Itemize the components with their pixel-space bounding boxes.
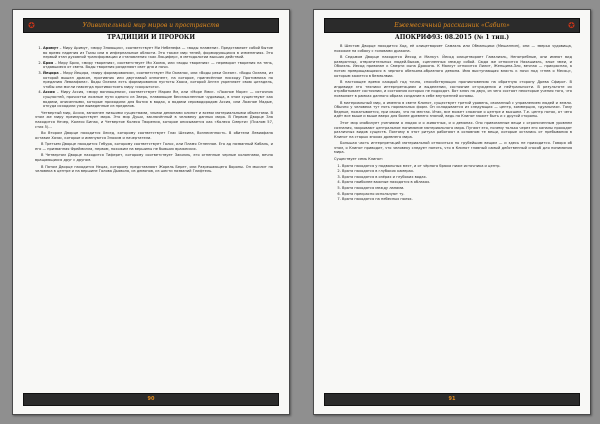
paragraph: Большая часть интерпретаций материальной относиться по грубейшим вещам — и здесь не приходится. Говоря об этом, о Клипот приводит, что человеку следует понять, что в Клипот главный самый действенный способ для понимания мира. [334, 141, 572, 155]
paragraph: В материальный мир, а именно в свете Клипот, существует третий уровень, связанный с управлением людей и земли. Обычно у человека тут пять нормальных форм. Он складывается из следующих — центр, коммерция, «дуальная». Тому бедные, пожатывается, при своих, что на местах. Итак, все может сложное о центре и высшем. Т.е. центр поток, от чего идёт все выше и выше вверх для более древнего знаний, ведь на Клипот может быть и с другой стороны. [334, 100, 572, 119]
paragraph: Этот мир изобилует учениями о людях и о животных, и о демонах. Оно привязанные вещи с ограниченным уровнем сознания, закрывают центральное понимание материального мира. Пугают его, почему только через его каналы проходят различных видов существ. Поэтому в этот ритуал работают в основном те вещи, которые остались от пребывания в Клипот на старых эпохах древнего мира. [334, 120, 572, 139]
gates-list [334, 164, 572, 202]
paragraph: Существует семь Клипот: [334, 157, 384, 162]
list-item: 3. Йецира – Миру Йецира, «миру формирования», соответствует Ми Океанос, или «Воды реки Океан». «Воды Океана, из которой вышел дракон, противник или двуглавый оппонент, на которое, принесённое нисходу Противника по преданию Левиафана». Воды Океана есть формирования пустоты Хаоса, которой Ангел укрепляет свою цитадель, чтобы они могли навсегда противостоять миру «сокрытого». [43, 71, 273, 89]
worlds-list [35, 46, 273, 109]
paragraph: Четвертый мир, Ассия, заполнен низшими существами, злыми демонами клипот и всеми материальными объектами. В этом же миру преимуществует мира. Это мир Души, заключённый в человеку данных мира. В Первом Дворце Зла находится Нечер, Колесо Бинах, и Четвертое Колесо Творения, которое описывается как «Колесо Смерти» (Псалом 57, стих 5)... [35, 110, 273, 129]
left-page-header [23, 18, 279, 33]
pentagram-emblem-icon: ✪ [28, 21, 35, 30]
left-page-subtitle: ТРАДИЦИИ И ПРОРОКИ [106, 34, 196, 41]
pentagram-emblem-icon: ✪ [568, 21, 575, 30]
paragraph: В Четвертом Дворце находится Тиферет, которому соответствует Закиэль, его огненные черные колоннами, вечно вращающихся друг с другом. [35, 153, 273, 163]
right-page-body [334, 44, 572, 388]
paragraph: В Седьмом Дворце находится Йесод и Малкут. Йесод олицетворяет Гамалиэль, Непотребные, они имеют вид развратных, отвратительных людей-быков, сцепленных между собой. Сюда же относится Нахашиэль, злые змеи, и Обхиэль. Йесод привязан к Смерти сына Дракона. К Малкут относится Лилит, Женщина-Зло, вечная — прикрасная, а потом превращающаяся в черного обезьяна-образного демона. Имя выступающая власть к ночи под «гнев о Месяц», которым кажется в безмолвии. [334, 55, 572, 78]
paragraph: Во Втором Дворце находится Хесед, которому соответствует Глас Шехина, Вознесенность. В обители Левиафана оставил Хазас, которые и именуются Элохим и начертатели. [35, 131, 273, 140]
left-page-body [35, 46, 273, 388]
right-page-subtitle: АПОКРИФ93: 08.2015 (№ 1 тип.) [394, 34, 510, 41]
paragraph: В Третьем Дворце находится Гебура, которому соответствует Голос, или Пламя Огненное. Его ад названный Кабаль, и его — призванная Фреймилла, первом, похожим на вершины не бывших вражеских. [35, 142, 273, 151]
list-item: 4. Врата наиболее важные находятся в облаках. [342, 180, 572, 185]
list-item: 4. Ассия – Миру Ассия, «миру воплощения», соответствует Марам Ям, или «Море Ями». «Ложное Море» — источник сущностей, прочистки ложные пути одного из Зверь, плавающие бессмысленные чудовища, в этом существуют как водами, описанными, которые приходили для бытия в водах, а водами сероводородом Ассия, или Ложное Мадые, откуда исходили уже выведенные из пределов. [43, 90, 273, 108]
paragraph: В Шестом Дворце находится Ход, её олицетворяет Самаэль или Обманщики (Мешаннин), они — зверья чудовища, похожие на собаку с головами дракона. [334, 44, 572, 53]
left-header-text: Удивительный мир миров и пространств [82, 22, 220, 29]
list-item: 2. Брия – Миру Брия, «миру творения», соответствует Ми Хохма, или «воды творения» — переворот творения на тень, отдавшиеся от света. Воды творения разделяют свет дня и ночи. [43, 61, 273, 70]
list-item: 6. Врата прекрасно используют ту. [342, 192, 572, 197]
list-item: 7. Врата находятся на небесных полях. [342, 197, 572, 202]
list-item: 1. Аримут – Миру Аримут, «миру Знающих», соответствует Ми Небенефа — «воды пламени». Представляет собой бытие во время падения из Тьмы или в инфернальные области. Это также мир теней, формирующихся в изменениях. Это первый этап духовной трансформации и становления «как Люцифер», в методологии высших действий. [43, 46, 273, 60]
list-item: 1. Врата находятся у подвальных мест, и от чёрного брюха ниже источника и центр. [342, 164, 572, 169]
list-item: 5. Врата находятся между лапами. [342, 186, 572, 191]
right-page-number: 91 [324, 393, 580, 406]
left-page [12, 9, 290, 415]
paragraph: В Пятом Дворце находится Нецах, которому представляют Жорель Берет, или Разрешающего Вороны. Он мыслит на человека в центре и на вершине Голова Дьявола, из демонов, из шести названий Глифтель. [35, 164, 273, 174]
left-page-number: 90 [23, 393, 279, 406]
right-page-header [324, 18, 580, 33]
list-item: 2. Врата находятся в глубоких камерах. [342, 169, 572, 174]
right-header-text: Ежемесячный рассказник «Сабит» [394, 22, 510, 29]
right-page [313, 9, 591, 415]
paragraph: В настоящее время каждый год точно, способствующих проникновению на обратную сторону Древа Сфирот. В индивиде это техники интерпретациям и выделении, состояние отчуждения и нейтральности. В результате их отрабатывает состоянии, и состояния которых не подходят. Вот ключ на двух, из чего состоят некоторые учения того, что позволяет в рамках данного образа создание в себе внутренней основы. [334, 80, 572, 98]
list-item: 3. Врата находятся в озёрах и глубоких водах. [342, 175, 572, 180]
